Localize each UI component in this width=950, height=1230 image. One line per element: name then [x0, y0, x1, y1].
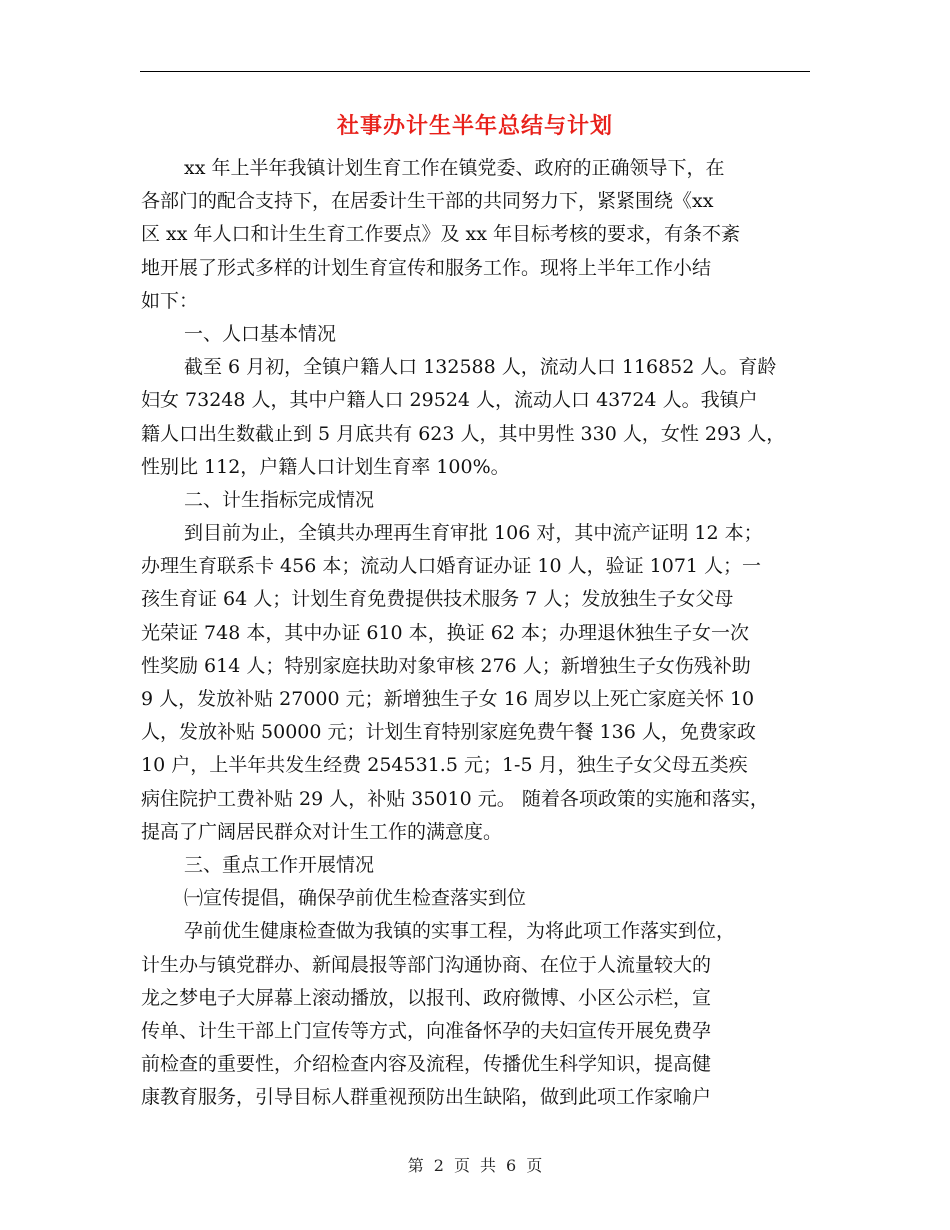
text-line: 孕前优生健康检查做为我镇的实事工程，为将此项工作落实到位， — [184, 920, 736, 943]
footer-total-pages: 6 — [506, 1156, 517, 1175]
text-line: 9 人，发放补贴 27000 元；新增独生子女 16 周岁以上死亡家庭关怀 10 — [141, 688, 755, 710]
page-footer — [0, 1153, 950, 1176]
text-line: 各部门的配合支持下，在居委计生干部的共同努力下，紧紧围绕《xx — [141, 190, 714, 213]
header-rule — [140, 71, 810, 72]
text-line: 传单、计生干部上门宣传等方式，向准备怀孕的夫妇宣传开展免费孕 — [141, 1019, 712, 1042]
text-line: 三、重点工作开展情况 — [184, 853, 375, 876]
footer-ye2: 页 — [526, 1156, 543, 1175]
document-title: 社事办计生半年总结与计划 — [336, 114, 613, 139]
text-line: 病住院护工费补贴 29 人，补贴 35010 元。 随着各项政策的实施和落实， — [141, 787, 769, 810]
text-line: 光荣证 748 本，其中办证 610 本，换证 62 本；办理退休独生子女一次 — [141, 621, 749, 644]
text-line: 计生办与镇党群办、新闻晨报等部门沟通协商、在位于人流量较大的 — [141, 953, 712, 976]
text-line: 康教育服务，引导目标人群重视预防出生缺陷，做到此项工作家喻户 — [141, 1086, 712, 1109]
text-line: 区 xx 年人口和计生生育工作要点》及 xx 年目标考核的要求，有条不紊 — [141, 223, 741, 246]
text-line: 籍人口出生数截止到 5 月底共有 623 人，其中男性 330 人，女性 293 人， — [141, 422, 786, 445]
text-line: 龙之梦电子大屏幕上滚动播放，以报刊、政府微博、小区公示栏，宣 — [141, 986, 712, 1009]
text-line: 到目前为止，全镇共办理再生育审批 106 对，其中流产证明 12 本； — [184, 522, 763, 545]
text-line: ㈠宣传提倡，确保孕前优生检查落实到位 — [184, 887, 527, 910]
text-line: 前检查的重要性，介绍检查内容及流程，传播优生科学知识，提高健 — [141, 1053, 712, 1076]
footer-di: 第 — [407, 1156, 424, 1175]
text-line: 孩生育证 64 人；计划生育免费提供技术服务 7 人；发放独生子女父母 — [141, 588, 734, 611]
footer-ye: 页 — [453, 1156, 470, 1175]
footer-page-number: 2 — [433, 1156, 444, 1175]
text-line: 如下： — [141, 289, 199, 312]
text-line: xx 年上半年我镇计划生育工作在镇党委、政府的正确领导下，在 — [184, 157, 725, 179]
text-line: 提高了广阔居民群众对计生工作的满意度。 — [141, 820, 503, 843]
text-line: 妇女 73248 人，其中户籍人口 29524 人，流动人口 43724 人。我镇户 — [141, 389, 758, 412]
footer-gong: 共 — [480, 1156, 497, 1175]
text-line: 一、人口基本情况 — [184, 322, 337, 345]
text-line: 地开展了形式多样的计划生育宣传和服务工作。现将上半年工作小结 — [141, 256, 712, 279]
document-body — [141, 152, 831, 1114]
text-line: 性奖励 614 人；特别家庭扶助对象审核 276 人；新增独生子女伤残补助 — [141, 654, 751, 677]
text-line: 10 户，上半年共发生经费 254531.5 元；1-5 月，独生子女父母五类疾 — [141, 754, 748, 777]
text-line: 办理生育联系卡 456 本；流动人口婚育证办证 10 人，验证 1071 人；一 — [141, 555, 762, 578]
text-line: 人，发放补贴 50000 元；计划生育特别家庭免费午餐 136 人，免费家政 — [141, 721, 756, 744]
text-line: 二、计生指标完成情况 — [184, 488, 375, 511]
text-line: 性别比 112，户籍人口计划生育率 100%。 — [141, 455, 510, 478]
text-line: 截至 6 月初，全镇户籍人口 132588 人，流动人口 116852 人。育龄 — [184, 356, 777, 379]
